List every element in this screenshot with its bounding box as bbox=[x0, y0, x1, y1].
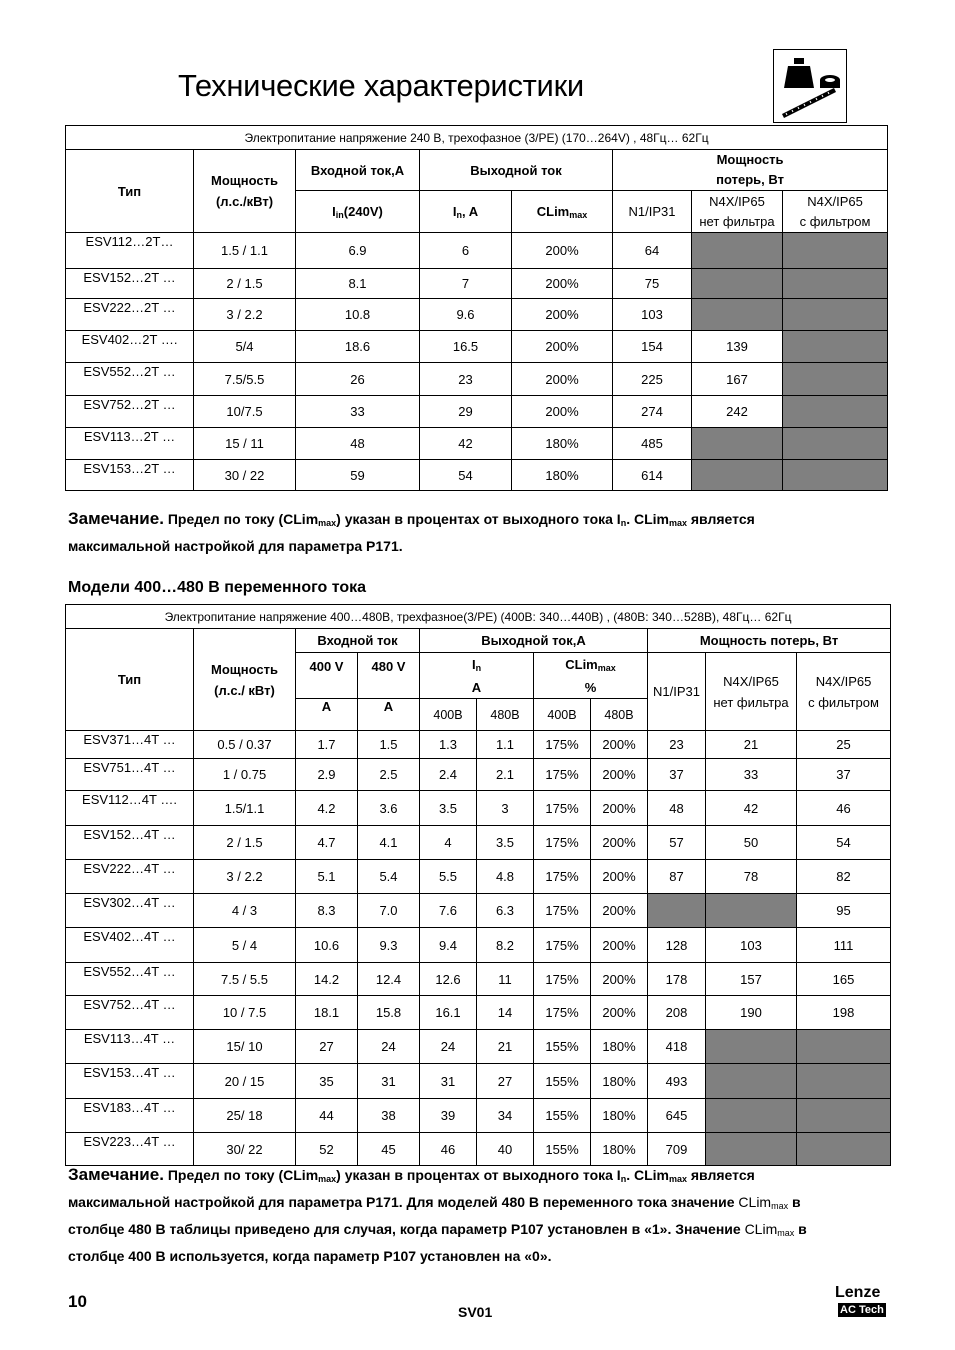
cell-f: 46 bbox=[797, 791, 891, 826]
cell-nf bbox=[706, 1133, 797, 1166]
cell-in480: 6.3 bbox=[477, 894, 534, 928]
cell-f: 198 bbox=[797, 996, 891, 1030]
cell-nf bbox=[706, 894, 797, 928]
brand-logo: Lenze bbox=[835, 1284, 881, 1301]
cell-in400: 7.6 bbox=[420, 894, 477, 928]
cell-in480: 2.1 bbox=[477, 759, 534, 791]
cell-type: ESV223…4T … bbox=[66, 1133, 194, 1166]
table-row bbox=[66, 269, 888, 299]
cell-n1: 57 bbox=[648, 826, 706, 860]
header-n4x-nofilter: N4X/IP65 нет фильтра bbox=[692, 191, 783, 233]
cell-in400: 16.1 bbox=[420, 996, 477, 1030]
header-clim-400: 400В bbox=[534, 699, 591, 731]
cell-nf bbox=[692, 428, 783, 460]
cell-c400: 155% bbox=[534, 1133, 591, 1166]
cell-i480: 45 bbox=[358, 1133, 420, 1166]
header-type: Тип bbox=[66, 629, 194, 731]
cell-f bbox=[783, 363, 888, 396]
cell-type: ESV371…4T … bbox=[66, 731, 194, 759]
cell-f bbox=[783, 299, 888, 331]
cell-n1: 23 bbox=[648, 731, 706, 759]
cell-n1: 48 bbox=[648, 791, 706, 826]
cell-power: 7.5 / 5.5 bbox=[194, 963, 296, 996]
cell-nf bbox=[692, 299, 783, 331]
cell-i400: 27 bbox=[296, 1030, 358, 1064]
cell-c400: 175% bbox=[534, 996, 591, 1030]
cell-c480: 200% bbox=[591, 928, 648, 963]
cell-c400: 155% bbox=[534, 1064, 591, 1099]
cell-n1: 485 bbox=[613, 428, 692, 460]
cell-type: ESV222…2T … bbox=[66, 299, 194, 331]
page-title: Технические характеристики bbox=[178, 68, 584, 103]
cell-type: ESV302…4T … bbox=[66, 894, 194, 928]
header-input-current: Входной ток bbox=[296, 629, 420, 653]
cell-in400: 12.6 bbox=[420, 963, 477, 996]
header-power: Мощность (л.с./кВт) bbox=[194, 150, 296, 233]
cell-i480: 2.5 bbox=[358, 759, 420, 791]
cell-iin: 59 bbox=[296, 460, 420, 491]
cell-in480: 11 bbox=[477, 963, 534, 996]
cell-type: ESV752…2T … bbox=[66, 396, 194, 428]
header-iin: $I_{in}(240V)$ bbox=[296, 191, 420, 233]
cell-c480: 200% bbox=[591, 731, 648, 759]
cell-c480: 200% bbox=[591, 963, 648, 996]
cell-nf bbox=[692, 233, 783, 269]
cell-f bbox=[783, 460, 888, 491]
cell-type: ESV112…2T… bbox=[66, 233, 194, 269]
header-n4x-nofilter: N4X/IP65 нет фильтра bbox=[706, 653, 797, 731]
cell-power: 1 / 0.75 bbox=[194, 759, 296, 791]
table-row bbox=[66, 1099, 891, 1133]
cell-in480: 8.2 bbox=[477, 928, 534, 963]
cell-clim: 180% bbox=[512, 428, 613, 460]
cell-type: ESV222…4T … bbox=[66, 860, 194, 894]
cell-i400: 1.7 bbox=[296, 731, 358, 759]
header-400v: 400 V bbox=[296, 653, 358, 699]
table-row bbox=[66, 363, 888, 396]
cell-i400: 44 bbox=[296, 1099, 358, 1133]
table-row bbox=[66, 428, 888, 460]
cell-in400: 9.4 bbox=[420, 928, 477, 963]
cell-c400: 175% bbox=[534, 928, 591, 963]
cell-in480: 4.8 bbox=[477, 860, 534, 894]
brand-sub-logo: AC Tech bbox=[840, 1304, 884, 1316]
cell-type: ESV183…4T … bbox=[66, 1099, 194, 1133]
cell-power: 5 / 4 bbox=[194, 928, 296, 963]
cell-in480: 40 bbox=[477, 1133, 534, 1166]
cell-f: 82 bbox=[797, 860, 891, 894]
cell-clim: 200% bbox=[512, 269, 613, 299]
header-480v: 480 V bbox=[358, 653, 420, 699]
cell-f bbox=[783, 331, 888, 363]
cell-type: ESV552…4T … bbox=[66, 963, 194, 996]
cell-f bbox=[783, 233, 888, 269]
table-row bbox=[66, 996, 891, 1030]
table-row bbox=[66, 331, 888, 363]
cell-type: ESV153…2T … bbox=[66, 460, 194, 491]
header-clim-480: 480В bbox=[591, 699, 648, 731]
cell-n1: 493 bbox=[648, 1064, 706, 1099]
cell-i480: 7.0 bbox=[358, 894, 420, 928]
cell-in400: 39 bbox=[420, 1099, 477, 1133]
table-caption: Электропитание напряжение 240 В, трехофазное (3/PE) (170…264V) , 48Гц… 62Гц bbox=[66, 126, 888, 150]
header-n4x-filter: N4X/IP65 с фильтром bbox=[783, 191, 888, 233]
cell-iin: 6.9 bbox=[296, 233, 420, 269]
cell-in400: 5.5 bbox=[420, 860, 477, 894]
cell-type: ESV153…4T … bbox=[66, 1064, 194, 1099]
note-2: Замечание. Предел по току (CLim$_{max}$) указан в процентах от выходного тока $I_n$. CLim$_{max}$ является максимальной настройкой для параметра Р171. Для моделей 480 В переменного тока значение CLim$_{max}$ в столбце 480 В таблицы приведено для случая, когда параметр Р107 установлен в «1». Значение CLim$_{max}$ в столбце 400 В используется, когда параметр Р107 установлен на «0». bbox=[68, 1165, 807, 1264]
cell-in: 6 bbox=[420, 233, 512, 269]
table-row bbox=[66, 1030, 891, 1064]
cell-nf bbox=[706, 1030, 797, 1064]
cell-in: 23 bbox=[420, 363, 512, 396]
cell-i480: 24 bbox=[358, 1030, 420, 1064]
cell-n1: 87 bbox=[648, 860, 706, 894]
cell-power: 3 / 2.2 bbox=[194, 860, 296, 894]
table-row bbox=[66, 759, 891, 791]
header-in: $I_n$, A bbox=[420, 191, 512, 233]
cell-in400: 2.4 bbox=[420, 759, 477, 791]
cell-i400: 2.9 bbox=[296, 759, 358, 791]
cell-c400: 175% bbox=[534, 860, 591, 894]
cell-f bbox=[783, 428, 888, 460]
cell-power: 0.5 / 0.37 bbox=[194, 731, 296, 759]
cell-in400: 1.3 bbox=[420, 731, 477, 759]
cell-power: 15 / 11 bbox=[194, 428, 296, 460]
cell-clim: 200% bbox=[512, 331, 613, 363]
cell-type: ESV751…4T … bbox=[66, 759, 194, 791]
header-n1: N1/IP31 bbox=[648, 653, 706, 731]
cell-type: ESV113…4T … bbox=[66, 1030, 194, 1064]
cell-i480: 15.8 bbox=[358, 996, 420, 1030]
cell-nf: 139 bbox=[692, 331, 783, 363]
header-output-current: Выходной ток bbox=[420, 150, 613, 191]
weight-and-tape-icon bbox=[774, 50, 846, 122]
header-clim: CLim$_{max}$ % bbox=[534, 653, 648, 699]
cell-power: 1.5/1.1 bbox=[194, 791, 296, 826]
cell-c400: 175% bbox=[534, 759, 591, 791]
cell-power: 20 / 15 bbox=[194, 1064, 296, 1099]
cell-in: 9.6 bbox=[420, 299, 512, 331]
cell-power: 10/7.5 bbox=[194, 396, 296, 428]
cell-f: 111 bbox=[797, 928, 891, 963]
cell-c400: 175% bbox=[534, 826, 591, 860]
table-row bbox=[66, 928, 891, 963]
cell-nf: 167 bbox=[692, 363, 783, 396]
cell-type: ESV152…4T … bbox=[66, 826, 194, 860]
table-row bbox=[66, 396, 888, 428]
table-row bbox=[66, 1133, 891, 1166]
header-in: $I_n$ A bbox=[420, 653, 534, 699]
cell-nf: 50 bbox=[706, 826, 797, 860]
cell-in400: 46 bbox=[420, 1133, 477, 1166]
cell-n1: 709 bbox=[648, 1133, 706, 1166]
cell-c480: 200% bbox=[591, 791, 648, 826]
cell-i480: 4.1 bbox=[358, 826, 420, 860]
cell-i480: 1.5 bbox=[358, 731, 420, 759]
table-row bbox=[66, 791, 891, 826]
cell-clim: 180% bbox=[512, 460, 613, 491]
cell-nf: 190 bbox=[706, 996, 797, 1030]
cell-f bbox=[797, 1064, 891, 1099]
cell-c400: 175% bbox=[534, 894, 591, 928]
cell-n1: 645 bbox=[648, 1099, 706, 1133]
table-row bbox=[66, 826, 891, 860]
cell-nf bbox=[706, 1064, 797, 1099]
cell-c480: 200% bbox=[591, 759, 648, 791]
cell-i400: 52 bbox=[296, 1133, 358, 1166]
cell-n1: 274 bbox=[613, 396, 692, 428]
table-row bbox=[66, 460, 888, 491]
cell-in400: 24 bbox=[420, 1030, 477, 1064]
cell-c400: 175% bbox=[534, 791, 591, 826]
cell-power: 15/ 10 bbox=[194, 1030, 296, 1064]
cell-nf: 157 bbox=[706, 963, 797, 996]
cell-i480: 5.4 bbox=[358, 860, 420, 894]
cell-c480: 200% bbox=[591, 996, 648, 1030]
cell-n1: 178 bbox=[648, 963, 706, 996]
cell-type: ESV752…4T … bbox=[66, 996, 194, 1030]
table-row bbox=[66, 860, 891, 894]
table-row bbox=[66, 233, 888, 269]
cell-in: 29 bbox=[420, 396, 512, 428]
table-row bbox=[66, 1064, 891, 1099]
cell-i480: 38 bbox=[358, 1099, 420, 1133]
cell-f bbox=[783, 269, 888, 299]
cell-iin: 48 bbox=[296, 428, 420, 460]
cell-i480: 9.3 bbox=[358, 928, 420, 963]
header-clim: CLim$_{max}$ bbox=[512, 191, 613, 233]
weight-tape-logo bbox=[773, 49, 847, 123]
cell-i480: 3.6 bbox=[358, 791, 420, 826]
cell-n1: 418 bbox=[648, 1030, 706, 1064]
cell-i480: 31 bbox=[358, 1064, 420, 1099]
cell-nf bbox=[692, 460, 783, 491]
cell-n1: 75 bbox=[613, 269, 692, 299]
cell-c400: 155% bbox=[534, 1099, 591, 1133]
cell-type: ESV402…2T …. bbox=[66, 331, 194, 363]
cell-power: 10 / 7.5 bbox=[194, 996, 296, 1030]
cell-n1: 128 bbox=[648, 928, 706, 963]
cell-clim: 200% bbox=[512, 299, 613, 331]
cell-i480: 12.4 bbox=[358, 963, 420, 996]
cell-type: ESV552…2T … bbox=[66, 363, 194, 396]
header-n1: N1/IP31 bbox=[613, 191, 692, 233]
cell-clim: 200% bbox=[512, 396, 613, 428]
cell-type: ESV112…4T …. bbox=[66, 791, 194, 826]
cell-in: 7 bbox=[420, 269, 512, 299]
header-power-loss: Мощность потерь, Вт bbox=[648, 629, 891, 653]
cell-c400: 175% bbox=[534, 731, 591, 759]
table-400-480v bbox=[65, 604, 891, 1166]
cell-nf bbox=[706, 1099, 797, 1133]
cell-iin: 8.1 bbox=[296, 269, 420, 299]
cell-nf: 42 bbox=[706, 791, 797, 826]
header-output-current: Выходной ток,А bbox=[420, 629, 648, 653]
cell-power: 2 / 1.5 bbox=[194, 269, 296, 299]
cell-i400: 4.7 bbox=[296, 826, 358, 860]
cell-n1: 208 bbox=[648, 996, 706, 1030]
header-in-400: 400В bbox=[420, 699, 477, 731]
cell-power: 1.5 / 1.1 bbox=[194, 233, 296, 269]
header-type: Тип bbox=[66, 150, 194, 233]
cell-power: 25/ 18 bbox=[194, 1099, 296, 1133]
page-number: 10 bbox=[68, 1292, 87, 1311]
cell-n1: 614 bbox=[613, 460, 692, 491]
cell-power: 30/ 22 bbox=[194, 1133, 296, 1166]
table-row bbox=[66, 731, 891, 759]
cell-n1: 225 bbox=[613, 363, 692, 396]
cell-in480: 1.1 bbox=[477, 731, 534, 759]
cell-i400: 8.3 bbox=[296, 894, 358, 928]
cell-type: ESV152…2T … bbox=[66, 269, 194, 299]
table-240v bbox=[65, 125, 888, 491]
cell-in400: 31 bbox=[420, 1064, 477, 1099]
cell-type: ESV113…2T … bbox=[66, 428, 194, 460]
cell-in400: 4 bbox=[420, 826, 477, 860]
cell-i400: 18.1 bbox=[296, 996, 358, 1030]
cell-f: 95 bbox=[797, 894, 891, 928]
cell-power: 2 / 1.5 bbox=[194, 826, 296, 860]
note-1: Замечание. Предел по току (CLim$_{max}$) указан в процентах от выходного тока $I_n$. CLim$_{max}$ является максимальной настройкой для параметра Р171. bbox=[68, 509, 755, 554]
header-in-480: 480В bbox=[477, 699, 534, 731]
header-power: Мощность (л.с./ кВт) bbox=[194, 629, 296, 731]
cell-n1: 103 bbox=[613, 299, 692, 331]
header-power-loss: Мощность потерь, Вт bbox=[613, 150, 888, 191]
cell-power: 4 / 3 bbox=[194, 894, 296, 928]
cell-in: 54 bbox=[420, 460, 512, 491]
cell-nf: 33 bbox=[706, 759, 797, 791]
cell-c480: 180% bbox=[591, 1030, 648, 1064]
cell-in480: 3 bbox=[477, 791, 534, 826]
cell-c480: 200% bbox=[591, 894, 648, 928]
cell-i400: 35 bbox=[296, 1064, 358, 1099]
cell-in480: 21 bbox=[477, 1030, 534, 1064]
document-code: SV01 bbox=[458, 1304, 493, 1320]
cell-c480: 200% bbox=[591, 860, 648, 894]
cell-nf: 103 bbox=[706, 928, 797, 963]
cell-f: 25 bbox=[797, 731, 891, 759]
header-a-480: A bbox=[358, 699, 420, 731]
cell-type: ESV402…4T … bbox=[66, 928, 194, 963]
cell-n1 bbox=[648, 894, 706, 928]
cell-f: 165 bbox=[797, 963, 891, 996]
header-n4x-filter: N4X/IP65 с фильтром bbox=[797, 653, 891, 731]
cell-in: 16.5 bbox=[420, 331, 512, 363]
table-row bbox=[66, 963, 891, 996]
cell-iin: 10.8 bbox=[296, 299, 420, 331]
cell-n1: 64 bbox=[613, 233, 692, 269]
cell-iin: 26 bbox=[296, 363, 420, 396]
cell-in: 42 bbox=[420, 428, 512, 460]
cell-power: 30 / 22 bbox=[194, 460, 296, 491]
cell-i400: 5.1 bbox=[296, 860, 358, 894]
header-a-400: A bbox=[296, 699, 358, 731]
cell-clim: 200% bbox=[512, 233, 613, 269]
cell-in400: 3.5 bbox=[420, 791, 477, 826]
cell-c400: 155% bbox=[534, 1030, 591, 1064]
cell-n1: 154 bbox=[613, 331, 692, 363]
cell-clim: 200% bbox=[512, 363, 613, 396]
table-row bbox=[66, 894, 891, 928]
cell-nf: 242 bbox=[692, 396, 783, 428]
cell-f bbox=[797, 1030, 891, 1064]
cell-c480: 200% bbox=[591, 826, 648, 860]
cell-f bbox=[797, 1133, 891, 1166]
cell-iin: 33 bbox=[296, 396, 420, 428]
header-input-current: Входной ток,А bbox=[296, 150, 420, 191]
cell-nf: 21 bbox=[706, 731, 797, 759]
cell-nf: 78 bbox=[706, 860, 797, 894]
table-caption: Электропитание напряжение 400…480В, трехфазное(3/PE) (400В: 340…440В) , (480В: 340…528В), 48Гц… 62Гц bbox=[66, 605, 891, 629]
cell-f bbox=[783, 396, 888, 428]
table-row bbox=[66, 299, 888, 331]
cell-c480: 180% bbox=[591, 1064, 648, 1099]
cell-power: 3 / 2.2 bbox=[194, 299, 296, 331]
cell-f bbox=[797, 1099, 891, 1133]
cell-iin: 18.6 bbox=[296, 331, 420, 363]
cell-power: 5/4 bbox=[194, 331, 296, 363]
cell-f: 37 bbox=[797, 759, 891, 791]
section-heading: Модели 400…480 В переменного тока bbox=[68, 579, 367, 596]
cell-in480: 3.5 bbox=[477, 826, 534, 860]
cell-c480: 180% bbox=[591, 1099, 648, 1133]
cell-n1: 37 bbox=[648, 759, 706, 791]
cell-nf bbox=[692, 269, 783, 299]
cell-f: 54 bbox=[797, 826, 891, 860]
cell-in480: 27 bbox=[477, 1064, 534, 1099]
cell-in480: 34 bbox=[477, 1099, 534, 1133]
cell-i400: 10.6 bbox=[296, 928, 358, 963]
cell-in480: 14 bbox=[477, 996, 534, 1030]
cell-i400: 4.2 bbox=[296, 791, 358, 826]
cell-c480: 180% bbox=[591, 1133, 648, 1166]
cell-i400: 14.2 bbox=[296, 963, 358, 996]
cell-c400: 175% bbox=[534, 963, 591, 996]
cell-power: 7.5/5.5 bbox=[194, 363, 296, 396]
